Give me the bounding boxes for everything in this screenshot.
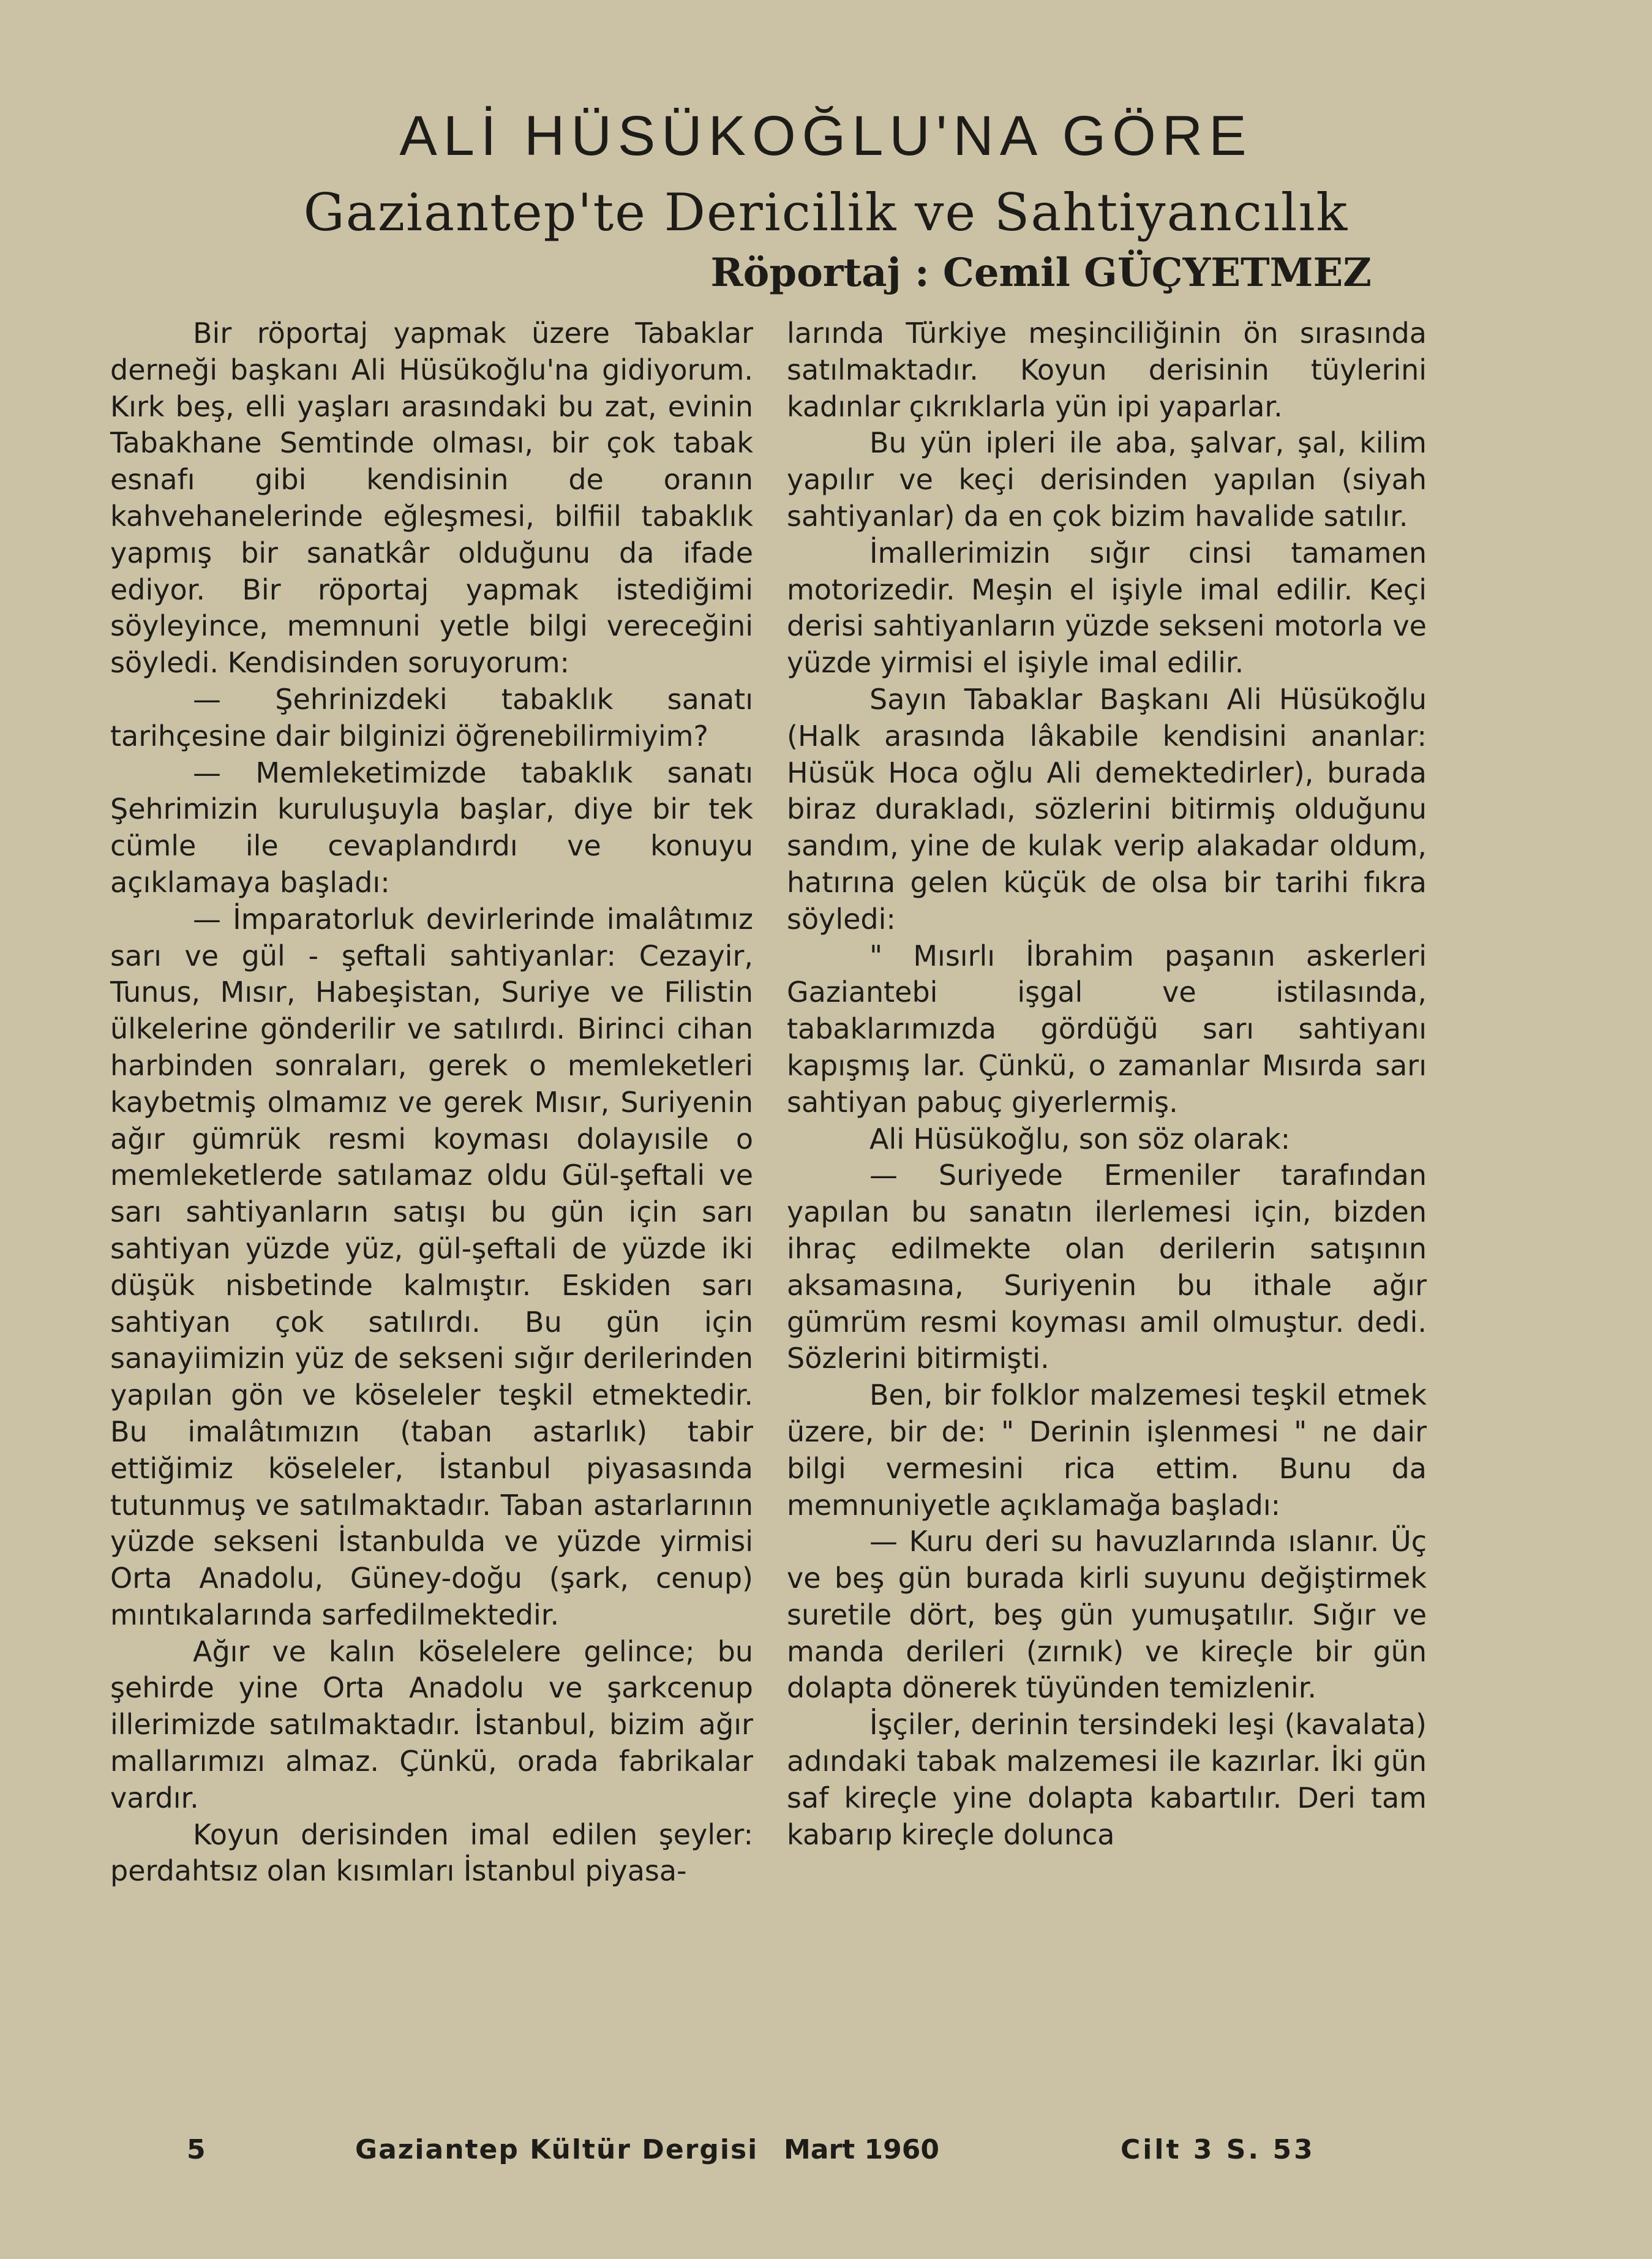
paragraph: — Suriyede Ermeniler tarafından yapılan bu sanatın ilerlemesi için, bizden ihraç edilmekte olan derilerin satışının aksamasına, Suriyenin bu ithale ağır gümrüm resmi koyması amil olmuştur. dedi. Sözlerini bitirmişti. <box>787 1159 1427 1375</box>
paragraph: — İmparatorluk devirlerinde imalâtımız sarı ve gül - şeftali sahtiyanlar: Cezayir, Tunus, Mısır, Habeşistan, Suriye ve Filistin ülkelerine gönderilir ve satılırdı. Birinci cihan harbinden sonraları, gerek o memleketleri kaybetmiş olmamız ve gerek Mısır, Suriyenin ağır gümrük resmi koyması dolayısile o memleketlerde satılamaz oldu Gül-şeftali ve sarı sahtiyanların satışı bu gün için sarı sahtiyan yüzde yüz, gül-şeftali de yüzde iki düşük nisbetinde kalmıştır. Eskiden sarı sahtiyan çok satılırdı. Bu gün için sanayiimizin yüz de sekseni sığır derilerinden yapılan gön ve köseleler teşkil etmektedir. Bu imalâtımızın (taban astarlık) tabir ettiğimiz köseleler, İstanbul piyasasında tutunmuş ve satılmaktadır. Taban astarlarının yüzde sekseni İstanbulda ve yüzde yirmisi Orta Anadolu, Güney-doğu (şark, cenup) mıntıkalarında sarfedilmektedir. <box>110 902 753 1631</box>
left-column <box>110 315 753 1890</box>
right-column <box>787 315 1427 1853</box>
paragraph: " Mısırlı İbrahim paşanın askerleri Gaziantebi işgal ve istilasında, tabaklarımızda gördüğü sarı sahtiyanı kapışmış lar. Çünkü, o zamanlar Mısırda sarı sahtiyan pabuç giyerlermiş. <box>787 939 1427 1119</box>
paragraph: Ağır ve kalın köselelere gelince; bu şehirde yine Orta Anadolu ve şarkcenup illerimizde satılmaktadır. İstanbul, bizim ağır mallarımızı almaz. Çünkü, orada fabrikalar vardır. <box>110 1634 753 1814</box>
volume-issue: Cilt 3 S. 53 <box>1121 2134 1315 2165</box>
paragraph: Sayın Tabaklar Başkanı Ali Hüsükoğlu (Halk arasında lâkabile kendisini ananlar: Hüsük Hoca oğlu Ali demektedirler), burada biraz durakladı, sözlerini bitirmiş olduğunu sandım, yine de kulak verip alakadar oldum, hatırına gelen küçük de olsa bir tarihi fıkra söyledi: <box>787 682 1427 936</box>
article-byline: Röportaj : Cemil GÜÇYETMEZ <box>710 250 1372 296</box>
paragraph: İmallerimizin sığır cinsi tamamen motorizedir. Meşin el işiyle imal edilir. Keçi derisi sahtiyanların yüzde sekseni motorla ve yüzde yirmisi el işiyle imal edilir. <box>787 536 1427 680</box>
paragraph: Bu yün ipleri ile aba, şalvar, şal, kilim yapılır ve keçi derisinden yapılan (siyah sahtiyanlar) da en çok bizim havalide satılır. <box>787 426 1427 533</box>
paragraph: — Memleketimizde tabaklık sanatı Şehrimizin kuruluşuyla başlar, diye bir tek cümle ile cevaplandırdı ve konuyu açıklamaya başladı: <box>110 756 753 899</box>
paragraph: İşçiler, derinin tersindeki leşi (kavalata) adındaki tabak malzemesi ile kazırlar. İki gün saf kireçle yine dolapta kabartılır. Deri tam kabarıp kireçle dolunca <box>787 1708 1427 1851</box>
paragraph: Ali Hüsükoğlu, son söz olarak: <box>869 1122 1291 1156</box>
issue-date: Mart 1960 <box>784 2134 939 2165</box>
paragraph: Ben, bir folklor malzemesi teşkil etmek üzere, bir de: " Derinin işlenmesi " ne dair bilgi vermesini rica ettim. Bunu da memnuniyetle açıklamağa başladı: <box>787 1378 1427 1522</box>
paragraph: larında Türkiye meşinciliğinin ön sırasında satılmaktadır. Koyun derisinin tüylerini kadınlar çıkrıklarla yün ipi yaparlar. <box>787 317 1427 423</box>
article-title: ALİ HÜSÜKOĞLU'NA GÖRE <box>399 105 1253 167</box>
paragraph: Bir röportaj yapmak üzere Tabaklar derneği başkanı Ali Hüsükoğlu'na gidiyorum. Kırk beş, elli yaşları arasındaki bu zat, evinin Tabakhane Semtinde olması, bir çok tabak esnafı gibi kendisinin de oranın kahvehanelerinde eğleşmesi, bilfiil tabaklık yapmış bir sanatkâr olduğunu da ifade ediyor. Bir röportaj yapmak istediğimi söyleyince, memnuni yetle bilgi vereceğini söyledi. Kendisinden soruyorum: <box>110 317 753 680</box>
paragraph: — Kuru deri su havuzlarında ıslanır. Üç ve beş gün burada kirli suyunu değiştirmek suretile dört, beş gün yumuşatılır. Sığır ve manda derileri (zırnık) ve kireçle bir gün dolapta dönerek tüyünden temizlenir. <box>787 1525 1427 1705</box>
page-number: 5 <box>187 2134 206 2165</box>
paragraph: — Şehrinizdeki tabaklık sanatı tarihçesine dair bilginizi öğrenebilirmiyim? <box>110 682 753 753</box>
article-subtitle: Gaziantep'te Dericilik ve Sahtiyancılık <box>303 182 1349 242</box>
magazine-name: Gaziantep Kültür Dergisi <box>355 2134 759 2165</box>
paragraph: Koyun derisinden imal edilen şeyler: perdahtsız olan kısımları İstanbul piyasa- <box>110 1817 753 1888</box>
